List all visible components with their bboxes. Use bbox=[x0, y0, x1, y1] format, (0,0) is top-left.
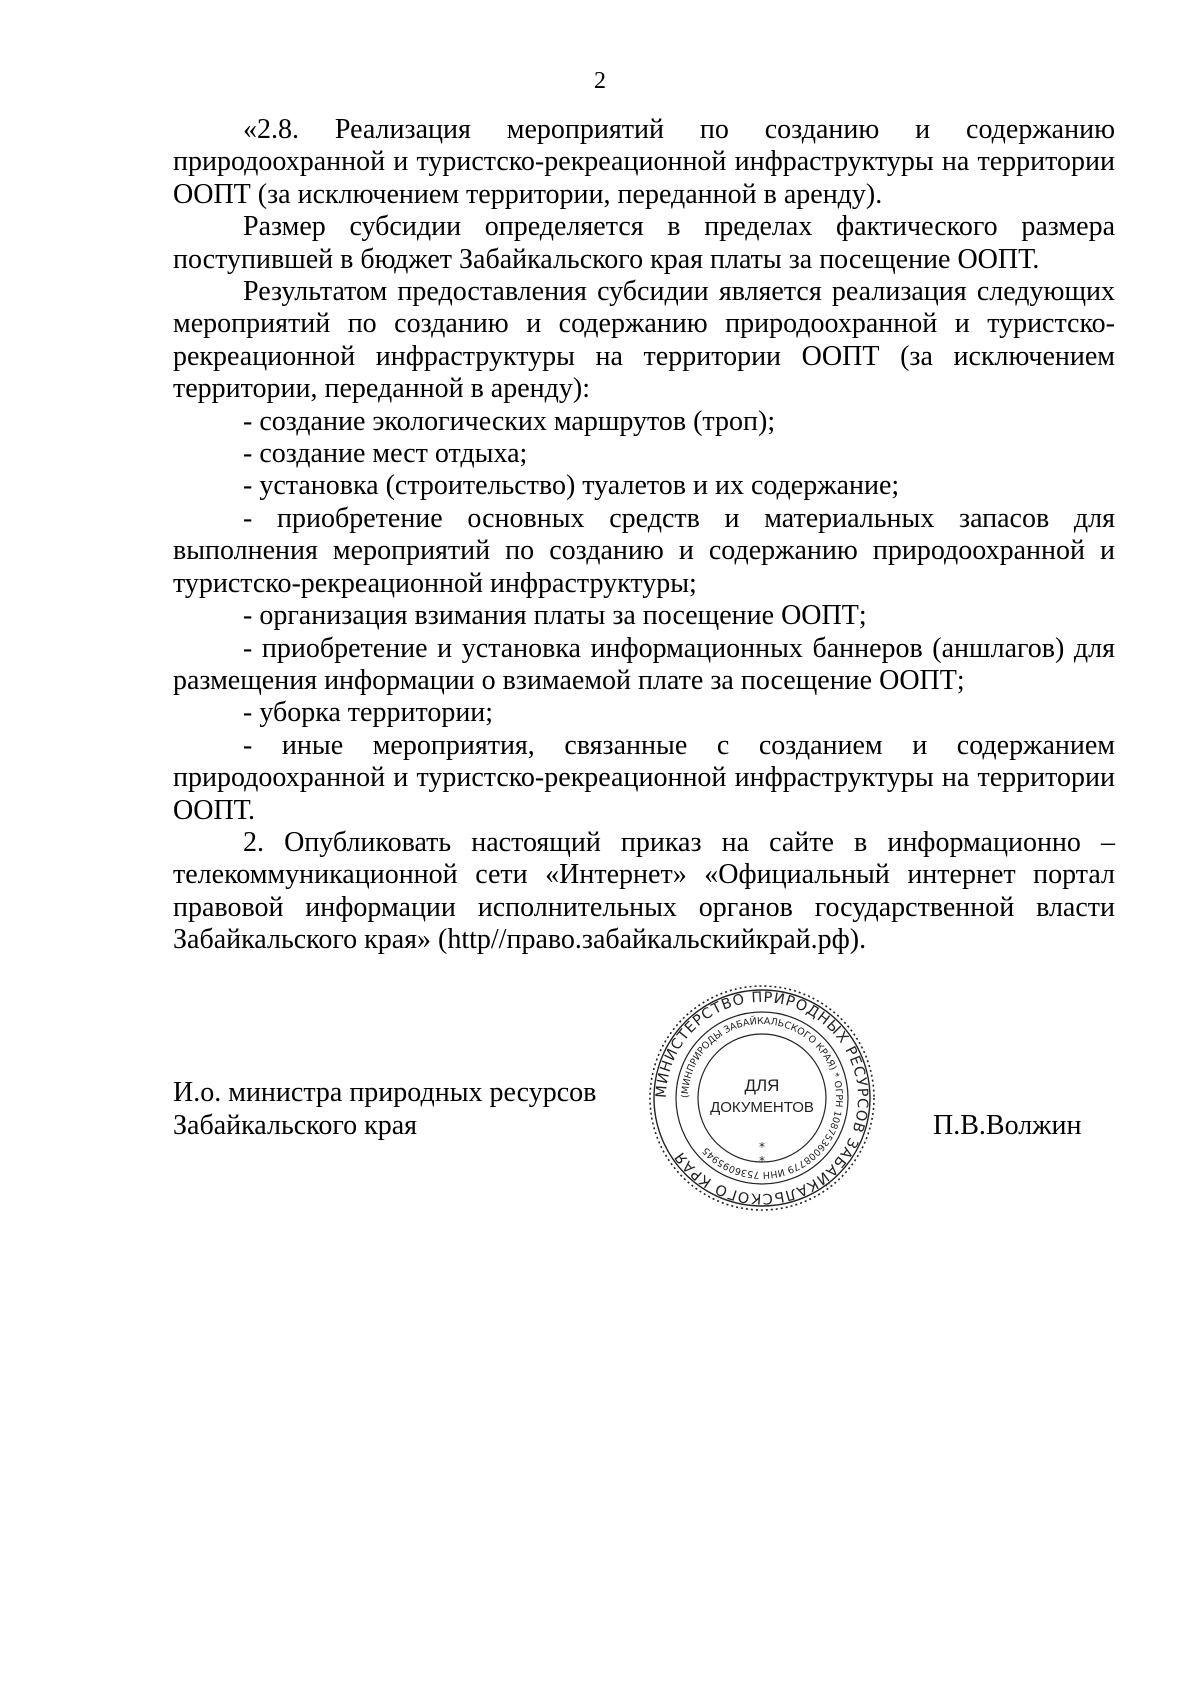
signatory-position bbox=[173, 1076, 596, 1142]
seal-star-icon: * bbox=[759, 1154, 765, 1168]
seal-center-line-2: ДОКУМЕНТОВ bbox=[710, 1099, 814, 1116]
list-item: - установка (строительство) туалетов и их содержание; bbox=[243, 470, 900, 502]
list-item: - создание мест отдыха; bbox=[243, 438, 528, 470]
paragraph-subsidy-size: Размер субсидии определяется в пределах фактического размера поступившей в бюджет Забайкальского края платы за посещение ООПТ. bbox=[173, 211, 1115, 275]
list-item: - приобретение и установка информационных баннеров (аншлагов) для размещения информации о взимаемой плате за посещение ООПТ; bbox=[173, 632, 1115, 696]
seal-center-line-1: ДЛЯ bbox=[744, 1076, 780, 1095]
list-item: - приобретение основных средств и материальных запасов для выполнения мероприятий по созданию и содержанию природоохранной и туристско-рекреационной инфраструктуры; bbox=[173, 502, 1115, 599]
list-item: - организация взимания платы за посещение ООПТ; bbox=[243, 600, 867, 632]
signatory-position-line-1: И.о. министра природных ресурсов bbox=[173, 1077, 597, 1108]
seal-outer-text: МИНИСТЕРСТВО ПРИРОДНЫХ РЕСУРСОВ ЗАБАЙКАЛЬСКОГО КРАЯ bbox=[653, 989, 871, 1207]
page-number: 2 bbox=[594, 68, 606, 94]
paragraph-publish: 2. Опубликовать настоящий приказ на сайте в информационно – телекоммуникационной сети «Интернет» «Официальный интернет портал правовой информации исполнительных органов государственной власти Забайкальского края» (http//право.забайкальскийкрай.рф). bbox=[173, 826, 1115, 956]
paragraph-subsidy-result: Результатом предоставления субсидии является реализация следующих мероприятий по созданию и содержанию природоохранной и туристско-рекреационной инфраструктуры на территории ООПТ (за исключением территории, переданной в аренду): bbox=[173, 276, 1115, 405]
order-text bbox=[173, 114, 1115, 957]
seal-star-icon: * bbox=[759, 1140, 765, 1154]
list-item: - иные мероприятия, связанные с созданием и содержанием природоохранной и туристско-рекреационной инфраструктуры на территории ООПТ. bbox=[173, 729, 1115, 826]
signatory-name: П.В.Волжин bbox=[933, 1110, 1082, 1141]
list-item: - создание экологических маршрутов (троп); bbox=[243, 405, 776, 437]
official-seal bbox=[642, 983, 882, 1213]
seal-inner-text: (МИНПРИРОДЫ ЗАБАЙКАЛЬСКОГО КРАЯ) * ОГРН 1087536008779 ИНН 7536095945 bbox=[679, 1015, 845, 1181]
paragraph-2-8: «2.8. Реализация мероприятий по созданию и содержанию природоохранной и туристско-рекреационной инфраструктуры на территории ООПТ (за исключением территории, переданной в аренду). bbox=[173, 114, 1115, 210]
signatory-position-line-2: Забайкальского края bbox=[173, 1110, 418, 1141]
list-item: - уборка территории; bbox=[243, 697, 494, 729]
